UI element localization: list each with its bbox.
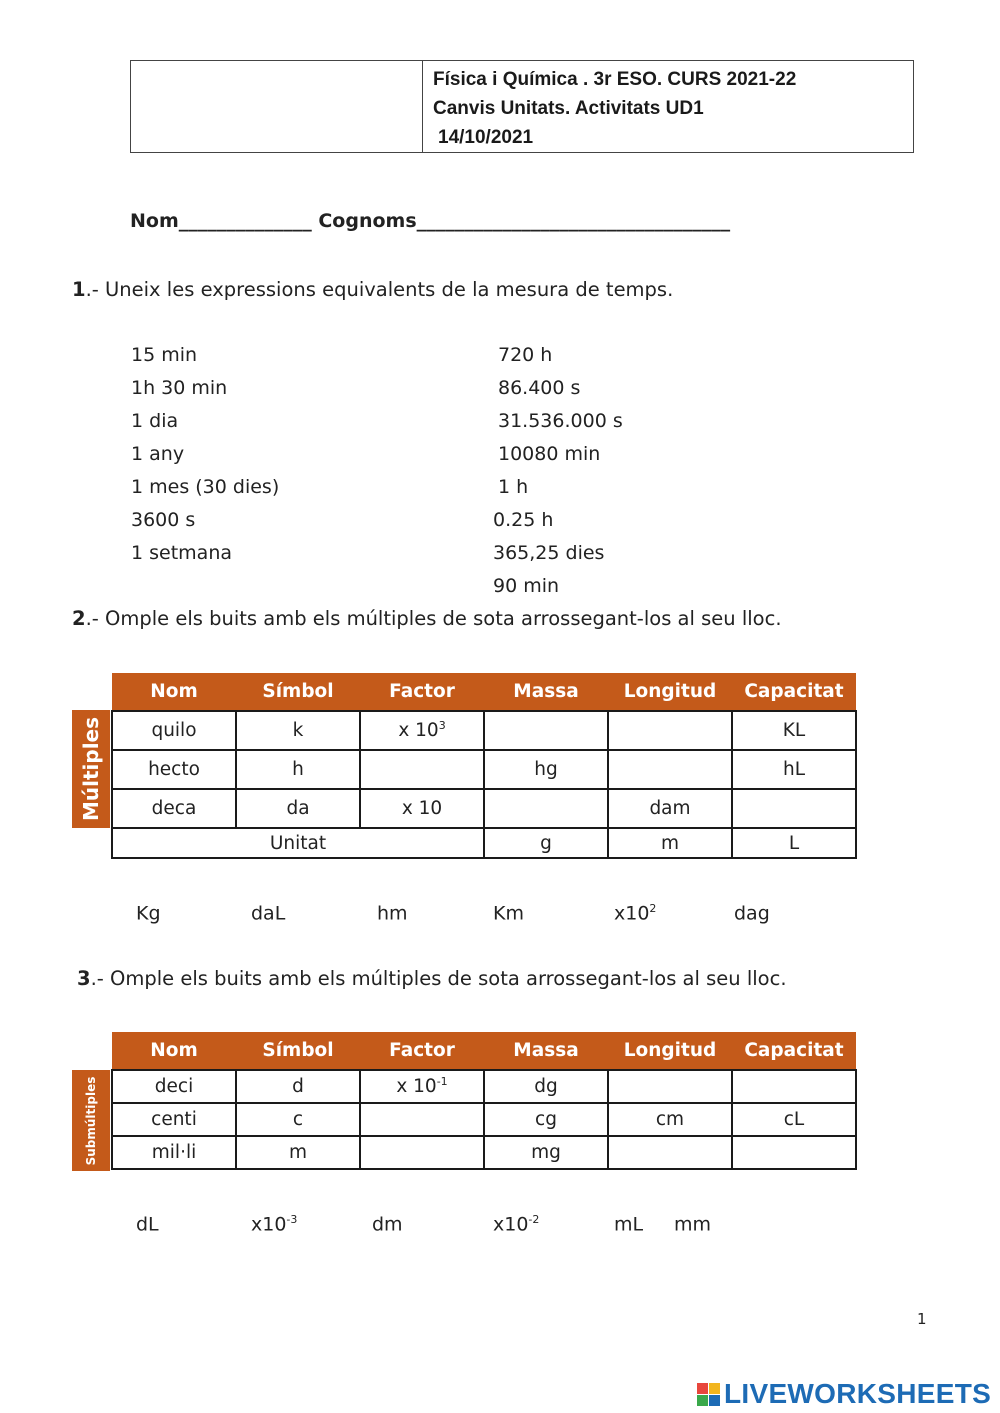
drop-slot-longitud[interactable] [608,1136,732,1169]
time-right-item[interactable]: 86.400 s [498,377,581,399]
cell-simbol: c [236,1103,360,1136]
cell-simbol: da [236,789,360,828]
cell-nom: centi [112,1103,236,1136]
cell-massa: mg [484,1136,608,1169]
submultiples-table [111,1032,857,1170]
col-header-nom: Nom [112,1032,236,1070]
drop-slot-capacitat[interactable] [732,1136,856,1169]
drag-chip[interactable]: mL [614,1213,644,1236]
cell-simbol: k [236,711,360,750]
submultiples-side-label: Submúltiples [72,1070,110,1171]
drop-slot-massa[interactable] [484,789,608,828]
drag-chip[interactable]: daL [251,902,286,925]
drop-slot-capacitat[interactable] [732,789,856,828]
question-2 [72,607,782,630]
cell-nom: mil·li [112,1136,236,1169]
time-right-item[interactable]: 1 h [498,476,529,498]
table-header-row [112,673,856,711]
multiples-side-label: Múltiples [72,710,110,828]
drop-slot-massa[interactable] [484,711,608,750]
cell-longitud: dam [608,789,732,828]
question-1 [72,278,673,301]
drag-chip[interactable]: $x10^2$ [614,902,657,925]
cell-factor: x 10 [360,789,484,828]
unit-row [112,828,856,858]
cell-factor: x $10^3$ [360,711,484,750]
header-topic: Canvis Unitats. Activitats UD1 [433,98,704,119]
drag-chip[interactable]: dL [136,1213,159,1236]
time-right-item[interactable]: 365,25 dies [493,542,605,564]
question-1-number: 1 [72,278,86,301]
table-row [112,1103,856,1136]
drag-chip[interactable]: hm [377,902,408,925]
question-2-text: .- Omple els buits amb els múltiples de sota arrossegant-los al seu lloc. [85,607,782,630]
cell-capacitat: cL [732,1103,856,1136]
question-1-text: .- Uneix les expressions equivalents de la mesura de temps. [85,278,674,301]
header-date: 14/10/2021 [438,127,534,148]
drop-slot-longitud[interactable] [608,711,732,750]
col-header-massa: Massa [484,1032,608,1070]
header-blank-cell [131,61,423,152]
time-right-item[interactable]: 0.25 h [493,509,554,531]
time-left-item[interactable]: 1h 30 min [131,377,228,399]
table-header-row [112,1032,856,1070]
table-row [112,1070,856,1103]
cell-simbol: m [236,1136,360,1169]
drop-slot-longitud[interactable] [608,750,732,789]
question-3-text: .- Omple els buits amb els múltiples de sota arrossegant-los al seu lloc. [90,967,787,990]
col-header-factor: Factor [360,1032,484,1070]
col-header-capacitat: Capacitat [732,673,856,711]
header-course: Física i Química . 3r ESO. CURS 2021-22 [433,69,797,90]
time-left-item[interactable]: 1 any [131,443,185,465]
drag-chip[interactable]: Km [493,902,524,925]
col-header-longitud: Longitud [608,673,732,711]
unit-label: Unitat [112,828,484,858]
time-left-item[interactable]: 3600 s [131,509,196,531]
page-number: 1 [917,1310,927,1328]
time-left-item[interactable]: 1 setmana [131,542,233,564]
unit-capacitat: L [732,828,856,858]
time-right-item[interactable]: 31.536.000 s [498,410,623,432]
cell-nom: hecto [112,750,236,789]
cell-simbol: d [236,1070,360,1103]
cell-capacitat: hL [732,750,856,789]
drop-slot-longitud[interactable] [608,1070,732,1103]
table-row [112,711,856,750]
drag-chip[interactable]: Kg [136,902,161,925]
time-right-item[interactable]: 10080 min [498,443,601,465]
col-header-longitud: Longitud [608,1032,732,1070]
time-left-item[interactable]: 15 min [131,344,198,366]
cell-massa: hg [484,750,608,789]
time-left-item[interactable]: 1 mes (30 dies) [131,476,280,498]
drag-chip[interactable]: $x10^{-3}$ [251,1213,298,1236]
col-header-massa: Massa [484,673,608,711]
header-info [423,61,796,152]
cell-nom: deca [112,789,236,828]
question-2-number: 2 [72,607,86,630]
drop-slot-factor[interactable] [360,1136,484,1169]
cell-capacitat: KL [732,711,856,750]
drag-chip[interactable]: dm [372,1213,403,1236]
cell-massa: cg [484,1103,608,1136]
name-surname-line: Nom______________ Cognoms_________________________________ [130,210,731,232]
drop-slot-capacitat[interactable] [732,1070,856,1103]
header-box [130,60,914,153]
question-3-number: 3 [77,967,91,990]
col-header-factor: Factor [360,673,484,711]
col-header-capacitat: Capacitat [732,1032,856,1070]
table-row [112,1136,856,1169]
logo-cube-icon [697,1383,720,1406]
cell-simbol: h [236,750,360,789]
multiples-table [111,673,857,859]
cell-longitud: cm [608,1103,732,1136]
cell-nom: deci [112,1070,236,1103]
brand-name: LIVEWORKSHEETS [724,1378,992,1409]
drag-chip[interactable]: mm [674,1213,712,1236]
drag-chip[interactable]: $x10^{-2}$ [493,1213,540,1236]
time-right-item[interactable]: 90 min [493,575,560,597]
col-header-simbol: Símbol [236,1032,360,1070]
liveworksheets-logo [697,1378,991,1410]
col-header-simbol: Símbol [236,673,360,711]
table-row [112,750,856,789]
table-row [112,789,856,828]
col-header-nom: Nom [112,673,236,711]
unit-longitud: m [608,828,732,858]
time-left-item[interactable]: 1 dia [131,410,179,432]
question-3 [77,967,787,990]
unit-massa: g [484,828,608,858]
drop-slot-factor[interactable] [360,750,484,789]
cell-factor: x $10^{-1}$ [360,1070,484,1103]
drop-slot-factor[interactable] [360,1103,484,1136]
cell-nom: quilo [112,711,236,750]
drag-chip[interactable]: dag [734,902,770,925]
time-right-item[interactable]: 720 h [498,344,553,366]
cell-massa: dg [484,1070,608,1103]
